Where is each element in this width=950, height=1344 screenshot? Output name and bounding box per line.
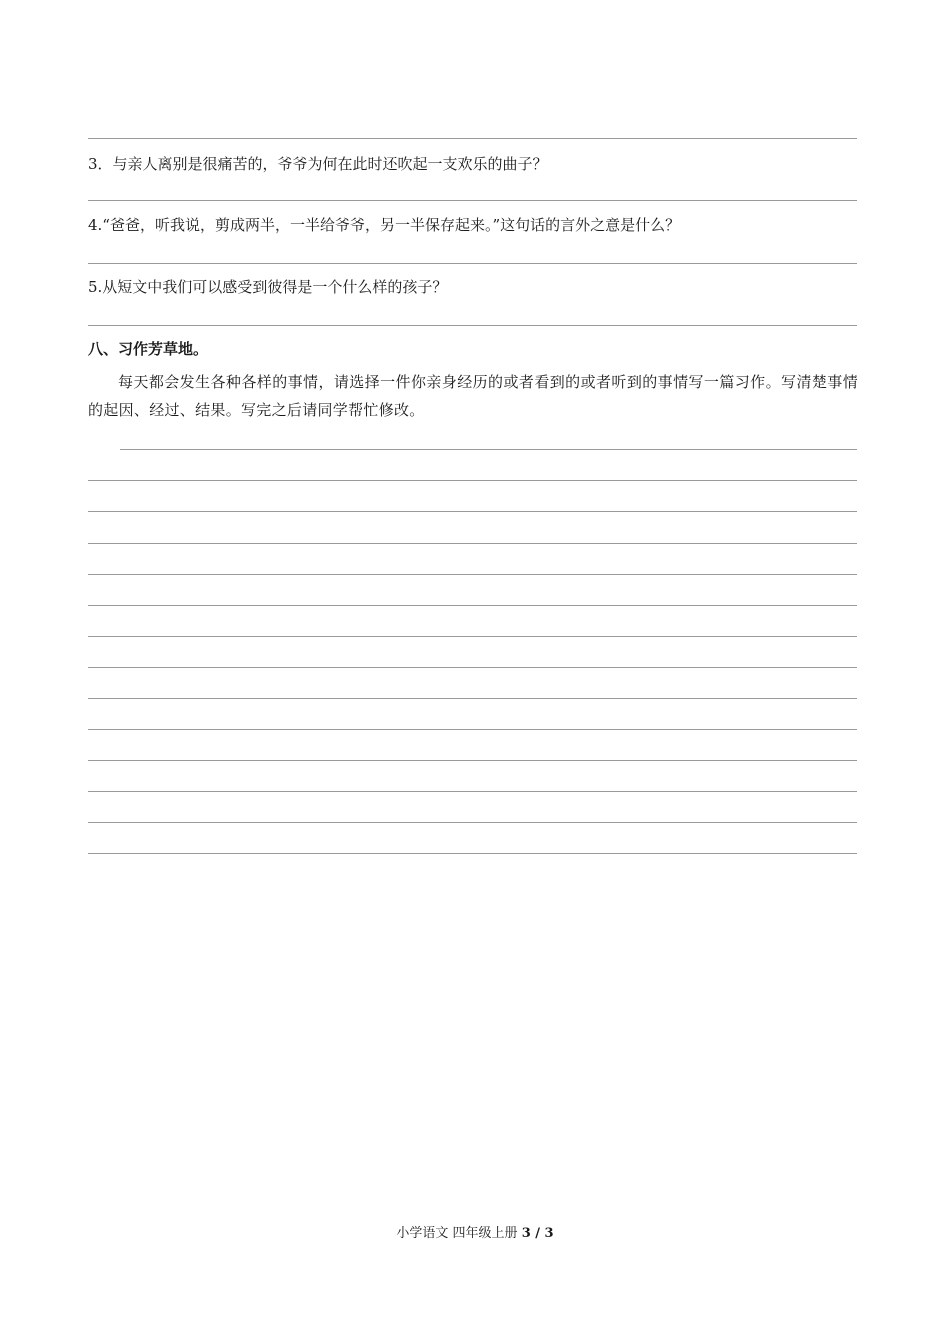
footer-subject: 小学语文 四年级上册 <box>396 1226 518 1241</box>
writing-line[interactable] <box>88 605 857 606</box>
writing-line[interactable] <box>88 636 857 637</box>
answer-line[interactable] <box>88 200 857 201</box>
writing-line[interactable] <box>88 853 857 854</box>
page-footer <box>0 1225 950 1243</box>
writing-line[interactable] <box>88 698 857 699</box>
question-4: 4.“爸爸，听我说，剪成两半，一半给爷爷，另一半保存起来。”这句话的言外之意是什么？ <box>88 216 681 234</box>
writing-line[interactable] <box>88 511 857 512</box>
writing-prompt: 每天都会发生各种各样的事情，请选择一件你亲身经历的或者看到的或者听到的事情写一篇习作。写清楚事情的起因、经过、结果。写完之后请同学帮忙修改。 <box>88 373 858 419</box>
writing-line[interactable] <box>120 449 857 450</box>
page-number: 3 / 3 <box>521 1226 554 1241</box>
writing-line[interactable] <box>88 791 857 792</box>
question-5: 5.从短文中我们可以感受到彼得是一个什么样的孩子？ <box>88 278 448 296</box>
writing-line[interactable] <box>88 480 857 481</box>
writing-line[interactable] <box>88 822 857 823</box>
section-title: 八、习作芳草地。 <box>88 340 209 358</box>
writing-line[interactable] <box>88 760 857 761</box>
writing-line[interactable] <box>88 729 857 730</box>
answer-line[interactable] <box>88 138 857 139</box>
writing-line[interactable] <box>88 574 857 575</box>
answer-line[interactable] <box>88 263 857 264</box>
answer-line[interactable] <box>88 325 857 326</box>
question-3: 3．与亲人离别是很痛苦的，爷爷为何在此时还吹起一支欢乐的曲子？ <box>88 155 548 173</box>
writing-line[interactable] <box>88 667 857 668</box>
writing-line[interactable] <box>88 543 857 544</box>
